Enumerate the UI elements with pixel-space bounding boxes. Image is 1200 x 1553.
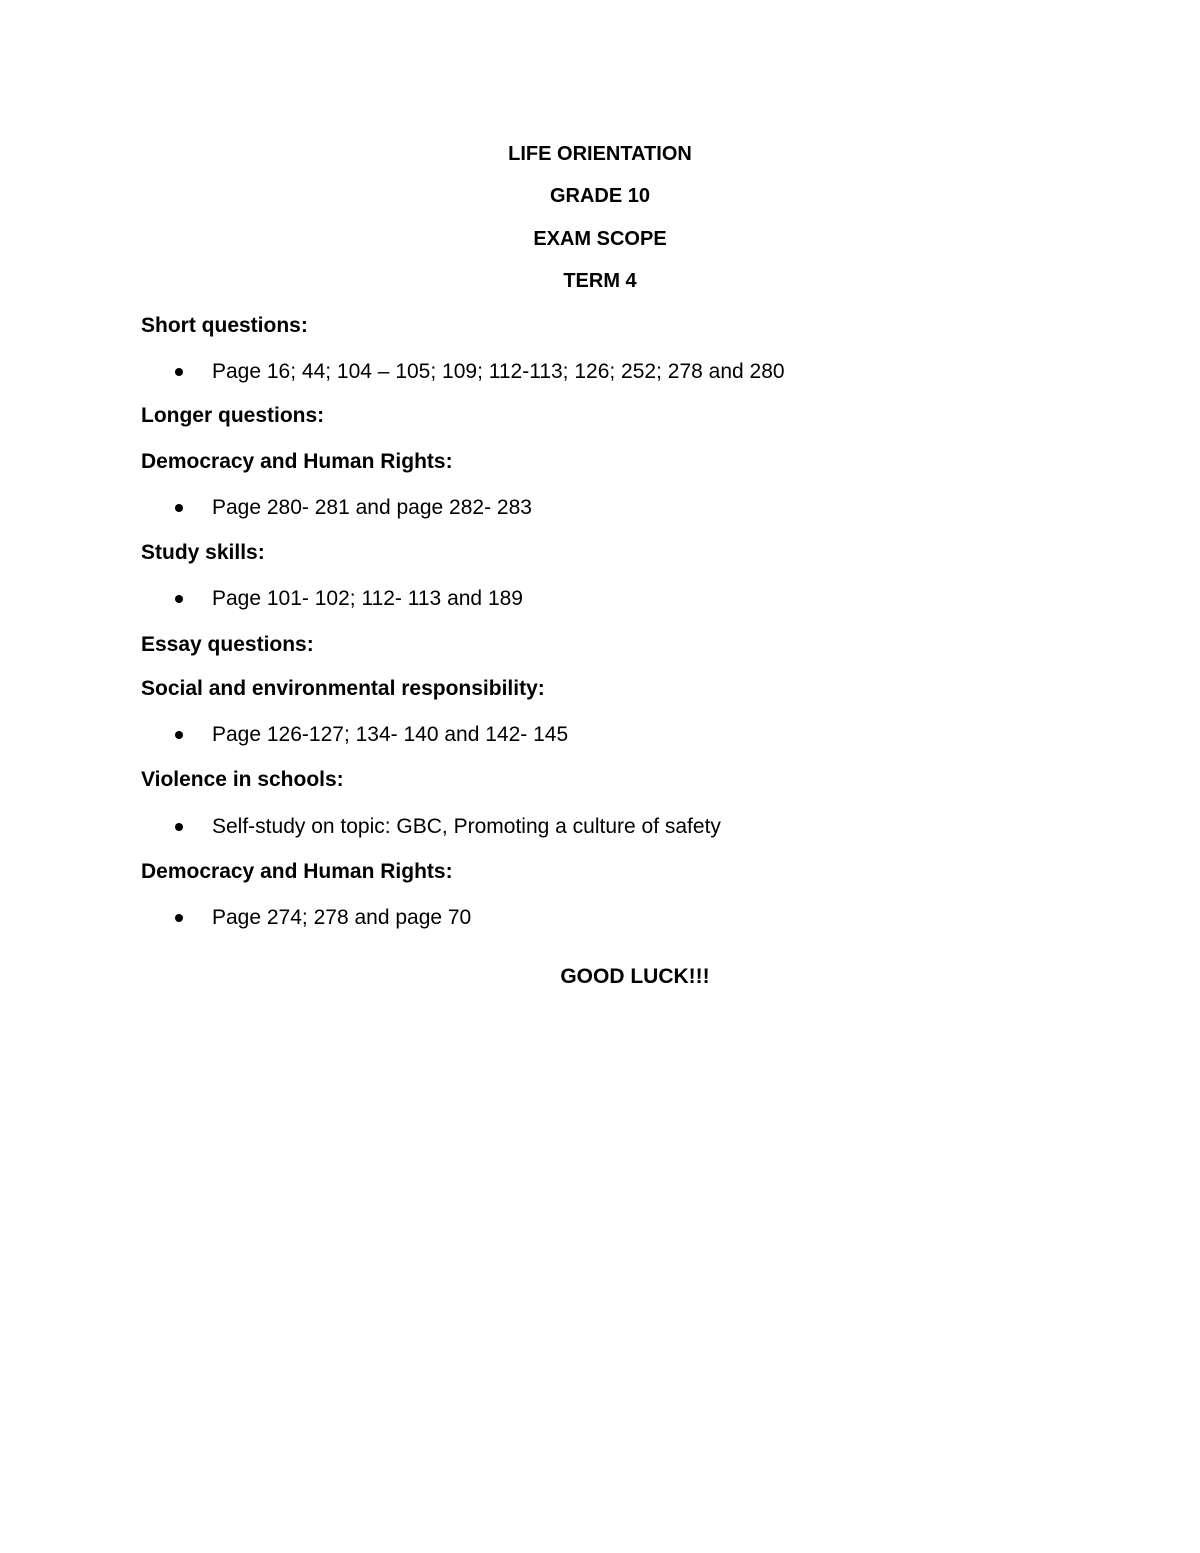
section-heading-violence-in-schools: Violence in schools:: [141, 768, 344, 791]
document-title-subject: LIFE ORIENTATION: [508, 143, 692, 165]
section-heading-democracy-human-rights: Democracy and Human Rights:: [141, 450, 453, 473]
closing-message: GOOD LUCK!!!: [560, 965, 710, 988]
bullet-icon: [175, 368, 183, 376]
document-title-type: EXAM SCOPE: [533, 228, 667, 250]
section-heading-short-questions: Short questions:: [141, 314, 308, 337]
section-heading-essay-questions: Essay questions:: [141, 633, 314, 656]
section-heading-longer-questions: Longer questions:: [141, 404, 325, 427]
list-item-text: Self-study on topic: GBC, Promoting a culture of safety: [212, 815, 721, 838]
document-title-grade: GRADE 10: [549, 185, 651, 207]
bullet-icon: [175, 504, 183, 512]
list-item-text: Page 274; 278 and page 70: [212, 906, 472, 929]
section-heading-study-skills: Study skills:: [141, 541, 265, 564]
bullet-icon: [175, 914, 183, 922]
list-item-text: Page 101- 102; 112- 113 and 189: [212, 587, 523, 610]
section-heading-democracy-human-rights-2: Democracy and Human Rights:: [141, 860, 453, 883]
list-item-text: Page 280- 281 and page 282- 283: [212, 496, 532, 519]
list-item-text: Page 16; 44; 104 – 105; 109; 112-113; 126; 252; 278 and 280: [212, 360, 785, 383]
section-heading-social-environmental: Social and environmental responsibility:: [141, 677, 545, 700]
list-item-text: Page 126-127; 134- 140 and 142- 145: [212, 723, 569, 746]
document-title-term: TERM 4: [563, 270, 637, 292]
bullet-icon: [175, 823, 183, 831]
bullet-icon: [175, 731, 183, 739]
bullet-icon: [175, 595, 183, 603]
